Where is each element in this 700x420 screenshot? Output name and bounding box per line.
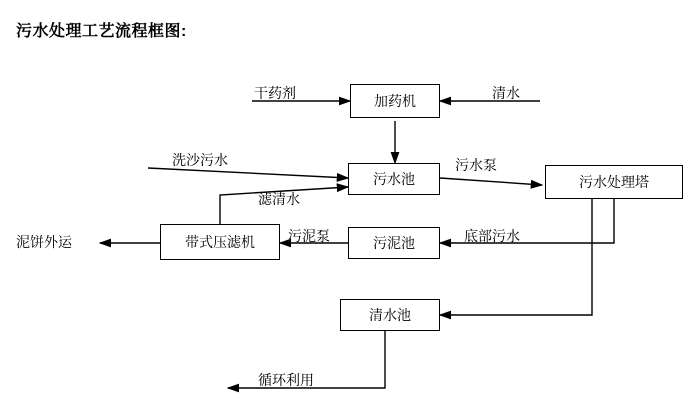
edge-label-filtrate: 滤清水 — [258, 191, 300, 207]
node-treatment-tower[interactable] — [545, 165, 683, 199]
node-label: 污泥池 — [373, 235, 415, 251]
node-label: 加药机 — [374, 93, 416, 109]
edge-label-bottom-sewage: 底部污水 — [464, 228, 520, 244]
node-clear-water-pool[interactable] — [340, 299, 440, 331]
edge-label-dry-agent: 干药剂 — [254, 85, 296, 101]
node-sludge-pool[interactable] — [348, 227, 440, 259]
node-belt-filter-press[interactable] — [160, 224, 280, 260]
node-label: 清水池 — [369, 307, 411, 323]
node-dosing-machine[interactable] — [350, 84, 440, 118]
node-sewage-pool[interactable] — [348, 163, 440, 195]
page-title: 污水处理工艺流程框图: — [16, 23, 187, 40]
edge-label-mud-cake-transport: 泥饼外运 — [16, 234, 72, 250]
edge-label-recycle-use: 循环利用 — [258, 372, 314, 388]
node-label: 污水处理塔 — [579, 174, 649, 190]
node-label: 污水池 — [373, 171, 415, 187]
node-label: 带式压滤机 — [185, 234, 255, 250]
edge-label-sand-wash-sewage: 洗沙污水 — [172, 152, 228, 168]
edge-label-sludge-pump: 污泥泵 — [288, 228, 330, 244]
edge-label-sewage-pump: 污水泵 — [455, 157, 497, 173]
edge-label-clean-water: 清水 — [492, 85, 520, 101]
